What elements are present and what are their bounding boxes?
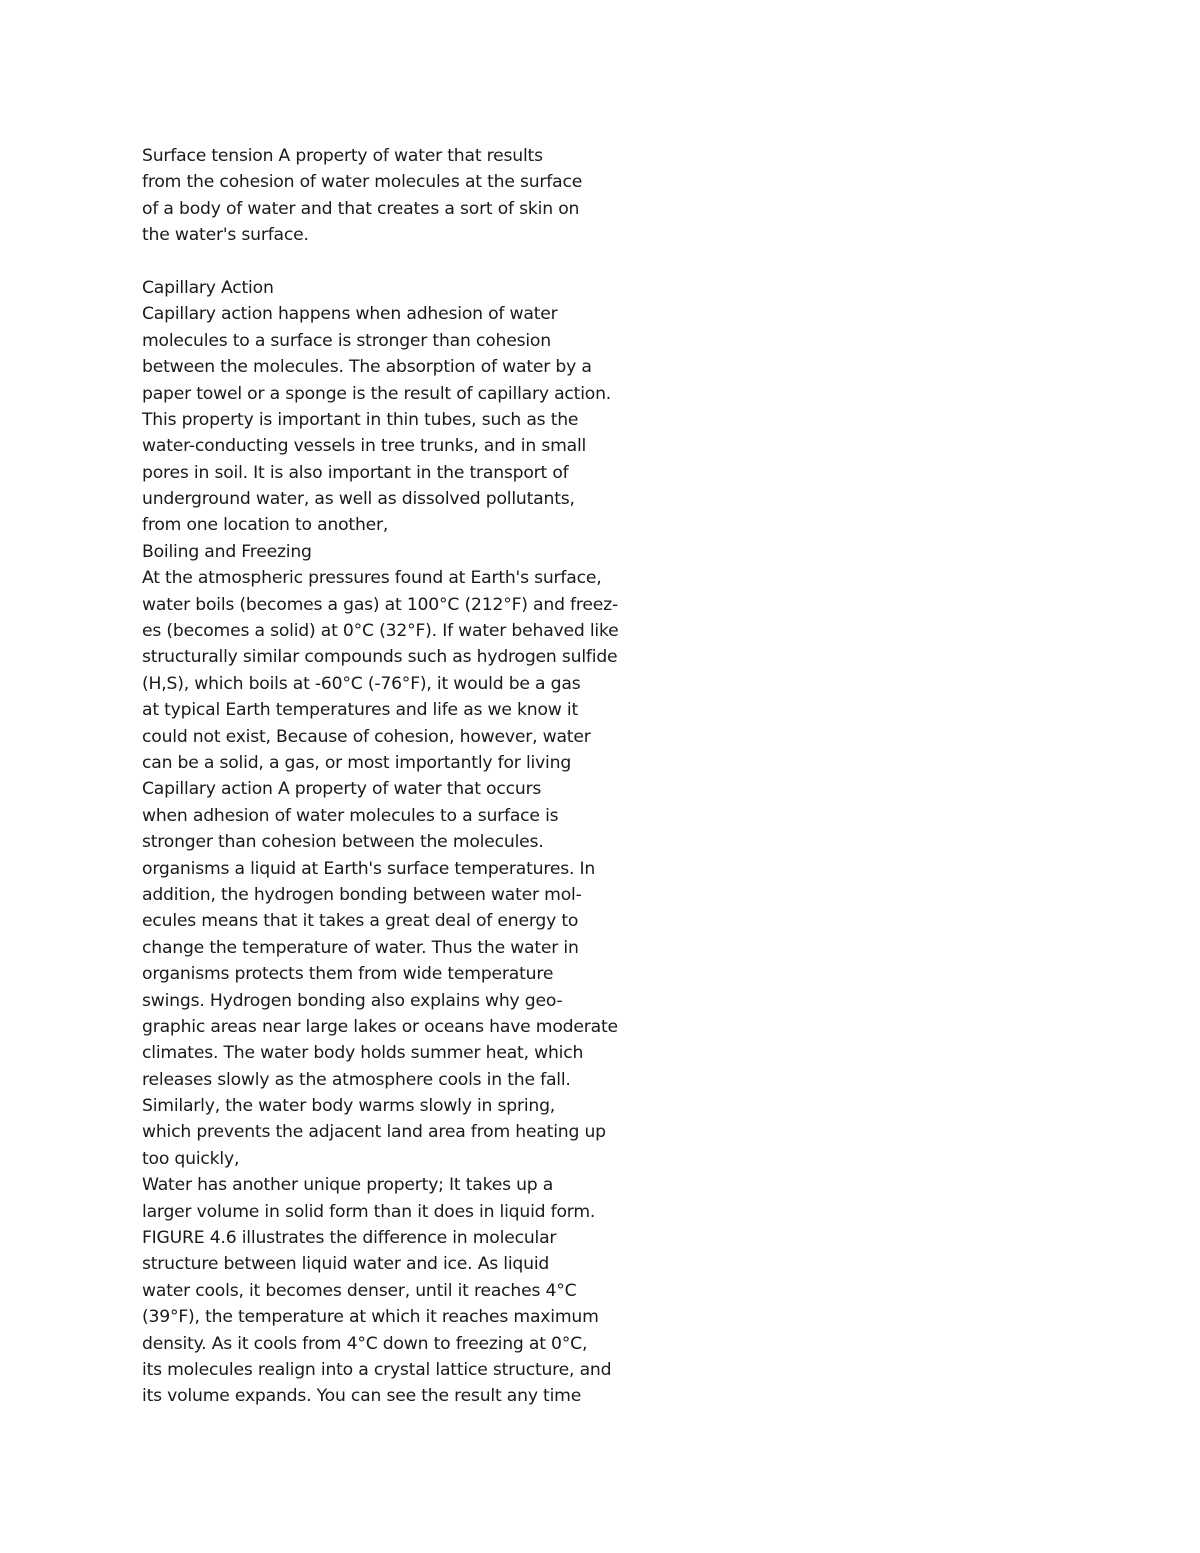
text-line: structure between liquid water and ice. As liquid [142, 1254, 550, 1275]
text-line: water boils (becomes a gas) at 100°C (212°F) and freez- [142, 594, 618, 615]
text-line: FIGURE 4.6 illustrates the difference in molecular [142, 1228, 557, 1249]
text-line: This property is important in thin tubes, such as the [142, 409, 579, 430]
text-line: Similarly, the water body warms slowly in spring, [142, 1096, 556, 1117]
text-line: swings. Hydrogen bonding also explains why geo- [142, 990, 563, 1011]
text-line: molecules to a surface is stronger than cohesion [142, 330, 551, 351]
text-line: Capillary action A property of water that occurs [142, 779, 542, 800]
text-line: structurally similar compounds such as hydrogen sulfide [142, 647, 618, 668]
text-line: es (becomes a solid) at 0°C (32°F). If water behaved like [142, 621, 619, 642]
paragraph-gap [142, 249, 702, 275]
text-line: organisms protects them from wide temperature [142, 964, 554, 985]
text-line: addition, the hydrogen bonding between water mol- [142, 884, 582, 905]
text-line: of a body of water and that creates a sort of skin on [142, 198, 580, 219]
text-line: Capillary action happens when adhesion of water [142, 304, 558, 325]
text-line: ecules means that it takes a great deal of energy to [142, 911, 579, 932]
text-line: density. As it cools from 4°C down to freezing at 0°C, [142, 1333, 588, 1354]
text-line: at typical Earth temperatures and life as we know it [142, 700, 579, 721]
text-line: water-conducting vessels in tree trunks, and in small [142, 436, 587, 457]
section-heading: Boiling and Freezing [142, 541, 312, 562]
text-line: the water's surface. [142, 225, 309, 246]
text-line: from one location to another, [142, 515, 389, 536]
text-line: releases slowly as the atmosphere cools in the fall. [142, 1069, 571, 1090]
text-line: too quickly, [142, 1148, 240, 1169]
text-line: from the cohesion of water molecules at the surface [142, 172, 583, 193]
text-line: underground water, as well as dissolved pollutants, [142, 489, 575, 510]
text-line: its molecules realign into a crystal lattice structure, and [142, 1359, 612, 1380]
text-line: At the atmospheric pressures found at Earth's surface, [142, 568, 602, 589]
text-line: change the temperature of water. Thus the water in [142, 937, 579, 958]
text-line: paper towel or a sponge is the result of capillary action. [142, 383, 612, 404]
text-line: when adhesion of water molecules to a surface is [142, 805, 559, 826]
text-line: organisms a liquid at Earth's surface temperatures. In [142, 858, 596, 879]
body-text [142, 143, 702, 1410]
text-line: graphic areas near large lakes or oceans have moderate [142, 1016, 618, 1037]
text-line: between the molecules. The absorption of water by a [142, 357, 592, 378]
text-line: can be a solid, a gas, or most importantly for living [142, 752, 572, 773]
text-line: climates. The water body holds summer heat, which [142, 1043, 584, 1064]
text-line: could not exist, Because of cohesion, however, water [142, 726, 591, 747]
section-heading: Capillary Action [142, 277, 274, 298]
text-line: Water has another unique property; It takes up a [142, 1175, 554, 1196]
text-line: pores in soil. It is also important in the transport of [142, 462, 569, 483]
text-line: Surface tension A property of water that results [142, 146, 543, 166]
text-line: larger volume in solid form than it does in liquid form. [142, 1201, 596, 1222]
text-line: its volume expands. You can see the result any time [142, 1386, 582, 1407]
text-line: (39°F), the temperature at which it reaches maximum [142, 1307, 599, 1328]
text-line: (H,S), which boils at -60°C (-76°F), it would be a gas [142, 673, 581, 694]
text-line: which prevents the adjacent land area from heating up [142, 1122, 606, 1143]
text-line: water cools, it becomes denser, until it reaches 4°C [142, 1280, 577, 1301]
text-line: stronger than cohesion between the molecules. [142, 832, 544, 853]
